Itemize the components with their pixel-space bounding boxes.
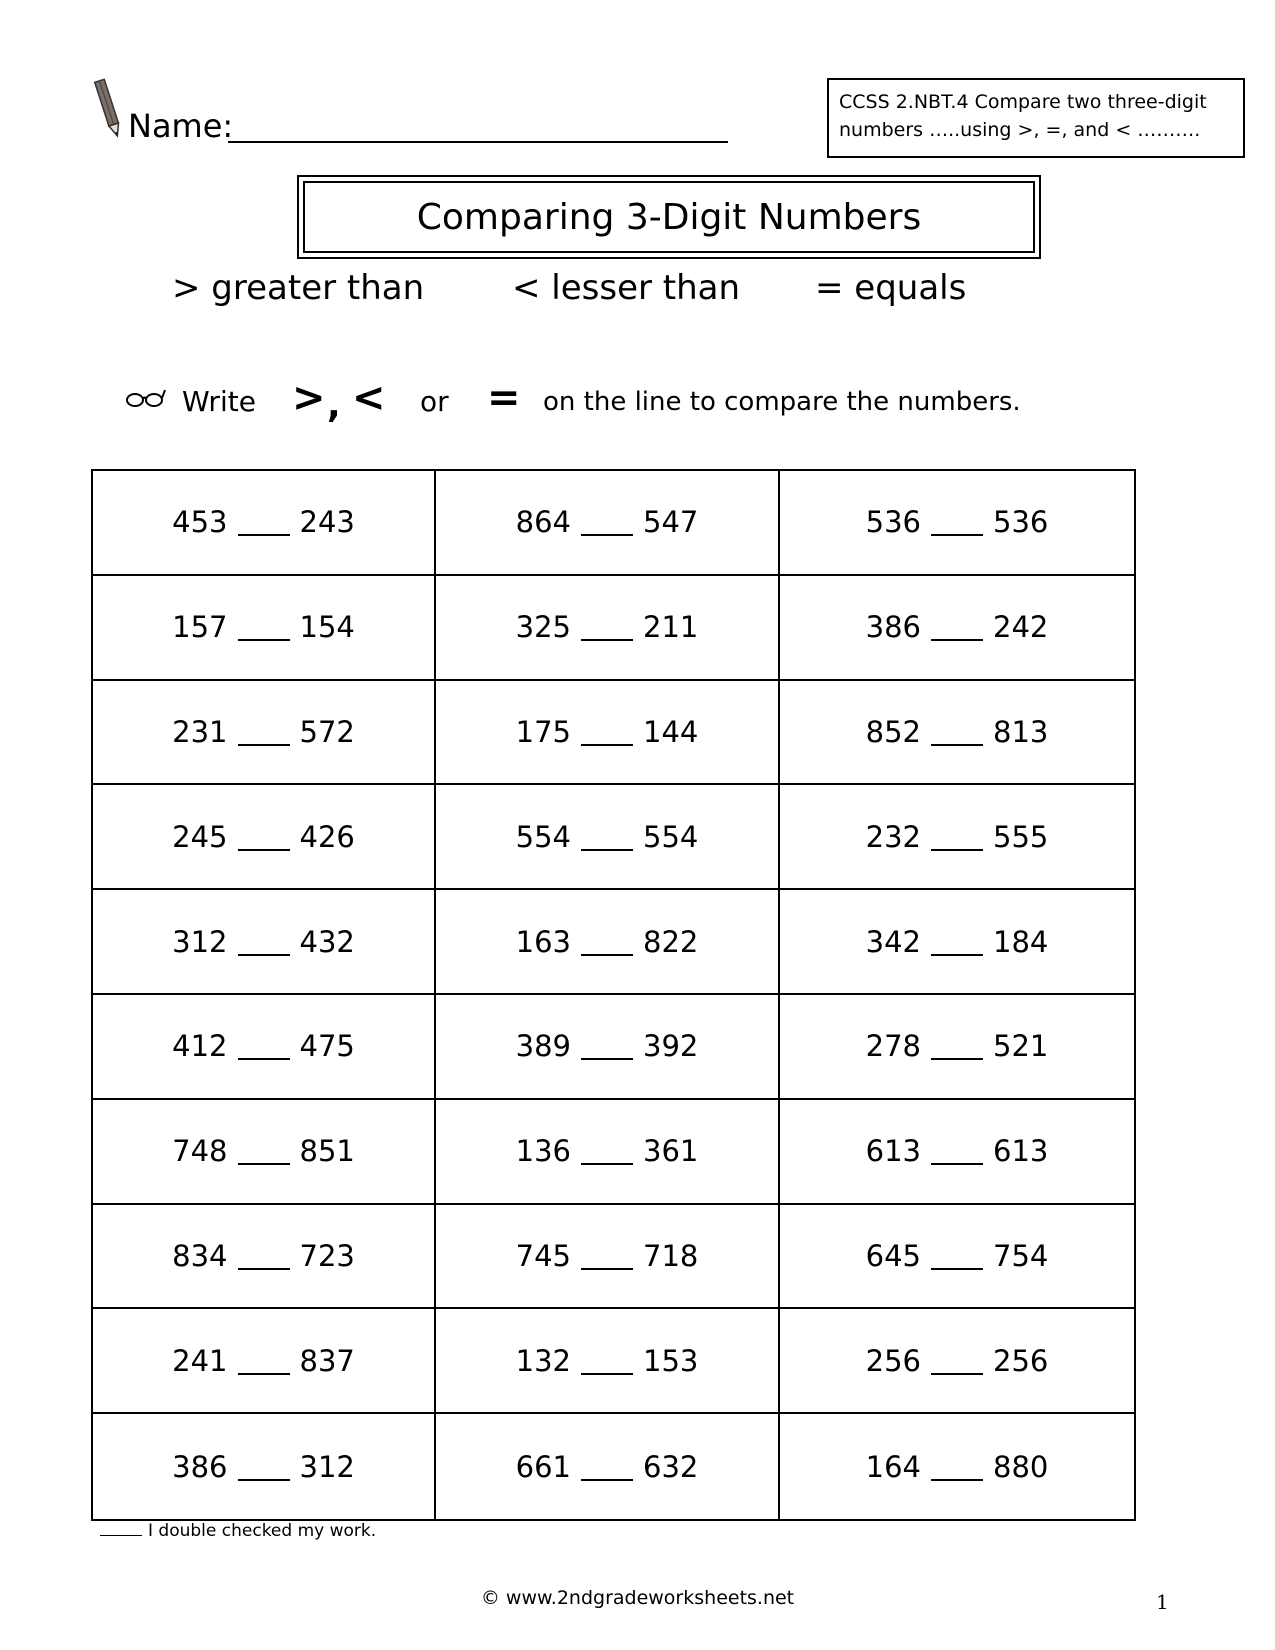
glasses-icon [124,387,166,409]
left-number: 175 [515,714,571,749]
answer-blank[interactable] [931,1032,983,1060]
problem-cell [436,1100,780,1205]
right-number: 144 [643,714,699,749]
problem-cell [436,785,780,890]
problem-grid [91,469,1136,1521]
right-number: 837 [299,1343,355,1378]
name-field[interactable] [228,141,728,143]
double-check-blank[interactable] [100,1521,142,1536]
answer-blank[interactable] [581,1137,633,1165]
problem-cell [93,890,436,995]
answer-blank[interactable] [931,1242,983,1270]
answer-blank[interactable] [581,1242,633,1270]
answer-blank[interactable] [931,1347,983,1375]
left-number: 157 [172,610,228,645]
instruction-or: or [420,385,449,418]
instruction-lesser-symbol: < [352,375,386,421]
left-number: 164 [865,1449,921,1484]
left-number: 163 [515,924,571,959]
legend-greater: > greater than [172,268,425,308]
right-number: 822 [643,924,699,959]
right-number: 718 [643,1238,699,1273]
problem-cell [780,785,1134,890]
problem-cell [93,1205,436,1310]
answer-blank[interactable] [931,1453,983,1481]
answer-blank[interactable] [931,1137,983,1165]
problem-cell [780,1414,1134,1519]
answer-blank[interactable] [581,508,633,536]
problem-cell [780,890,1134,995]
problem-cell [436,471,780,576]
problem-cell [780,681,1134,786]
problem-cell [780,995,1134,1100]
right-number: 432 [299,924,355,959]
answer-blank[interactable] [931,928,983,956]
legend-lesser: < lesser than [512,268,741,308]
right-number: 632 [643,1449,699,1484]
instruction-write: Write [182,385,256,418]
right-number: 184 [993,924,1049,959]
instruction-equals-symbol: = [487,375,521,421]
problem-cell [436,681,780,786]
name-area [90,75,730,145]
right-number: 392 [643,1029,699,1064]
left-number: 453 [172,505,228,540]
left-number: 536 [865,505,921,540]
problem-cell [93,785,436,890]
right-number: 813 [993,714,1049,749]
copyright: © www.2ndgradeworksheets.net [480,1587,795,1609]
answer-blank[interactable] [238,1242,290,1270]
instruction-greater-symbol: > [292,375,326,421]
left-number: 231 [172,714,228,749]
left-number: 386 [172,1449,228,1484]
problem-cell [780,576,1134,681]
problem-cell [93,576,436,681]
right-number: 211 [643,610,699,645]
answer-blank[interactable] [931,508,983,536]
instruction-comma: , [327,385,341,426]
left-number: 325 [515,610,571,645]
problem-cell [436,1205,780,1310]
double-check-label: I double checked my work. [148,1521,377,1541]
standard-box [827,78,1245,158]
answer-blank[interactable] [581,823,633,851]
problem-cell [436,1414,780,1519]
answer-blank[interactable] [581,718,633,746]
problem-cell [93,1414,436,1519]
right-number: 361 [643,1134,699,1169]
left-number: 864 [515,505,571,540]
answer-blank[interactable] [931,823,983,851]
left-number: 661 [515,1449,571,1484]
left-number: 389 [515,1029,571,1064]
problem-cell [780,1100,1134,1205]
right-number: 555 [993,819,1049,854]
answer-blank[interactable] [238,508,290,536]
answer-blank[interactable] [238,718,290,746]
answer-blank[interactable] [581,1453,633,1481]
problem-cell [93,1309,436,1414]
problem-cell [780,1205,1134,1310]
left-number: 554 [515,819,571,854]
right-number: 547 [643,505,699,540]
pencil-icon [90,75,130,145]
left-number: 312 [172,924,228,959]
answer-blank[interactable] [238,613,290,641]
left-number: 852 [865,714,921,749]
legend-equals: = equals [815,268,967,308]
page-title: Comparing 3-Digit Numbers [303,181,1035,253]
left-number: 342 [865,924,921,959]
problem-cell [436,890,780,995]
left-number: 412 [172,1029,228,1064]
left-number: 241 [172,1343,228,1378]
right-number: 554 [643,819,699,854]
instruction [120,375,1120,435]
left-number: 748 [172,1134,228,1169]
answer-blank[interactable] [238,928,290,956]
left-number: 645 [865,1238,921,1273]
double-check [100,1521,376,1541]
problem-cell [780,1309,1134,1414]
problem-cell [436,1309,780,1414]
right-number: 880 [993,1449,1049,1484]
right-number: 154 [299,610,355,645]
left-number: 278 [865,1029,921,1064]
answer-blank[interactable] [238,823,290,851]
left-number: 386 [865,610,921,645]
answer-blank[interactable] [238,1347,290,1375]
problem-cell [436,576,780,681]
right-number: 242 [993,610,1049,645]
right-number: 851 [299,1134,355,1169]
answer-blank[interactable] [931,613,983,641]
answer-blank[interactable] [581,613,633,641]
standard-line-1: CCSS 2.NBT.4 Compare two three-digit [839,91,1207,113]
left-number: 132 [515,1343,571,1378]
answer-blank[interactable] [238,1453,290,1481]
problem-cell [436,995,780,1100]
title-box [297,175,1041,259]
legend [0,262,1275,312]
left-number: 136 [515,1134,571,1169]
right-number: 572 [299,714,355,749]
right-number: 613 [993,1134,1049,1169]
right-number: 475 [299,1029,355,1064]
answer-blank[interactable] [581,928,633,956]
answer-blank[interactable] [238,1137,290,1165]
left-number: 834 [172,1238,228,1273]
right-number: 256 [993,1343,1049,1378]
right-number: 754 [993,1238,1049,1273]
right-number: 536 [993,505,1049,540]
problem-cell [93,681,436,786]
left-number: 613 [865,1134,921,1169]
name-label: Name: [128,107,234,145]
right-number: 521 [993,1029,1049,1064]
problem-cell [780,471,1134,576]
right-number: 312 [299,1449,355,1484]
problem-cell [93,995,436,1100]
answer-blank[interactable] [581,1032,633,1060]
page-number: 1 [1156,1590,1169,1614]
right-number: 426 [299,819,355,854]
standard-line-2: numbers …..using >, =, and < ………. [839,119,1201,141]
left-number: 745 [515,1238,571,1273]
instruction-text: on the line to compare the numbers. [543,387,1021,417]
answer-blank[interactable] [931,718,983,746]
right-number: 243 [299,505,355,540]
left-number: 232 [865,819,921,854]
problem-cell [93,1100,436,1205]
answer-blank[interactable] [581,1347,633,1375]
left-number: 245 [172,819,228,854]
problem-cell [93,471,436,576]
right-number: 153 [643,1343,699,1378]
right-number: 723 [299,1238,355,1273]
answer-blank[interactable] [238,1032,290,1060]
left-number: 256 [865,1343,921,1378]
